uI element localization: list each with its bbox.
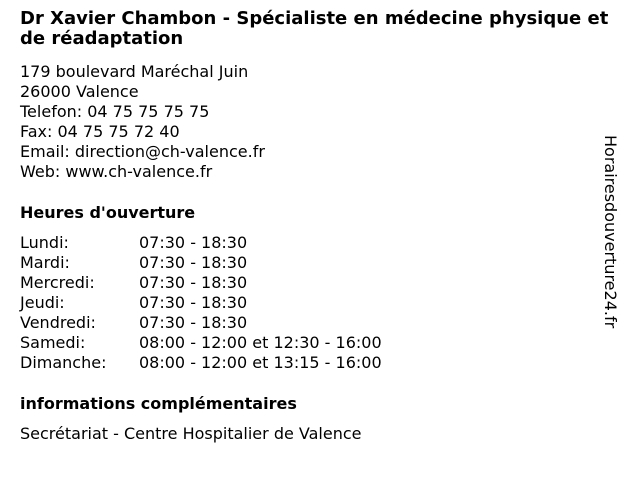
hours-row-wednesday	[20, 273, 610, 293]
hours-value: 07:30 - 18:30	[139, 233, 248, 252]
hours-value: 08:00 - 12:00 et 13:15 - 16:00	[139, 353, 382, 372]
practice-card	[20, 9, 610, 444]
day-label: Mercredi:	[20, 273, 95, 292]
hours-row-tuesday	[20, 253, 610, 273]
day-label: Vendredi:	[20, 313, 96, 332]
phone-number: Telefon: 04 75 75 75 75	[20, 102, 210, 121]
day-label: Mardi:	[20, 253, 70, 272]
opening-hours-heading: Heures d'ouverture	[20, 203, 196, 222]
fax-number: Fax: 04 75 75 72 40	[20, 122, 180, 141]
hours-value: 07:30 - 18:30	[139, 273, 248, 292]
day-label: Lundi:	[20, 233, 69, 252]
additional-info-text: Secrétariat - Centre Hospitalier de Valence	[20, 424, 362, 443]
address-block	[20, 62, 610, 182]
hours-value: 07:30 - 18:30	[139, 253, 248, 272]
hours-row-thursday	[20, 293, 610, 313]
hours-value: 07:30 - 18:30	[139, 313, 248, 332]
hours-row-friday	[20, 313, 610, 333]
street-address: 179 boulevard Maréchal Juin	[20, 62, 249, 81]
website: Web: www.ch-valence.fr	[20, 162, 213, 181]
side-brand-watermark: Horairesdouverture24.fr	[601, 135, 620, 329]
page-title: Dr Xavier Chambon - Spécialiste en médecine physique et de réadaptation	[20, 8, 609, 49]
hours-row-saturday	[20, 333, 610, 353]
day-label: Jeudi:	[20, 293, 65, 312]
hours-row-monday	[20, 233, 610, 253]
day-label: Samedi:	[20, 333, 86, 352]
hours-value: 08:00 - 12:00 et 12:30 - 16:00	[139, 333, 382, 352]
additional-info-heading: informations complémentaires	[20, 394, 297, 413]
city-postal: 26000 Valence	[20, 82, 139, 101]
opening-hours-table	[20, 233, 610, 373]
hours-value: 07:30 - 18:30	[139, 293, 248, 312]
email-address: Email: direction@ch-valence.fr	[20, 142, 265, 161]
hours-row-sunday	[20, 353, 610, 373]
day-label: Dimanche:	[20, 353, 107, 372]
